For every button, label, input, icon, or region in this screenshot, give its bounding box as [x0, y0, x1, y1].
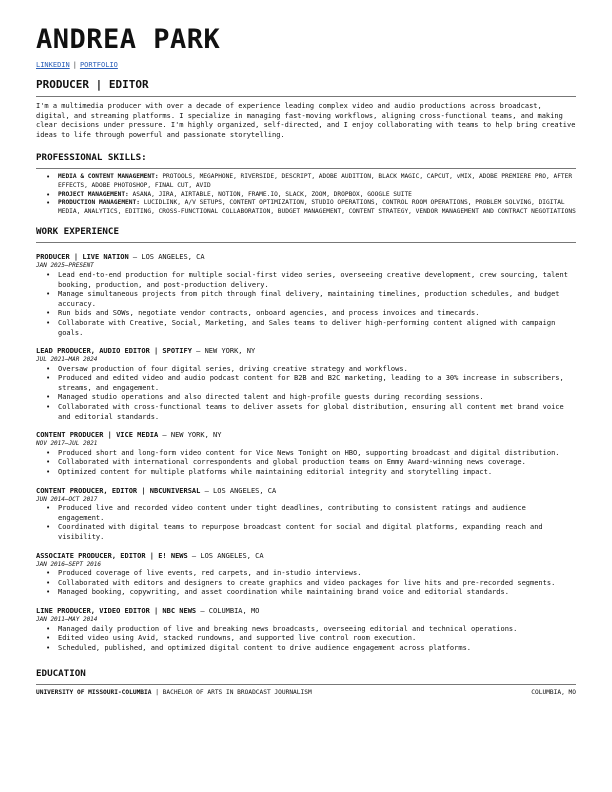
job-bullet: • Produced live and recorded video content under tight deadlines, contributing to consistent ratings and audience engagement.: [36, 504, 576, 523]
job-location: — LOS ANGELES, CA: [187, 551, 264, 560]
job-dates: JUN 2014–OCT 2017: [36, 495, 98, 503]
job-bullet: • Managed studio operations and also directed talent and high-profile guests during recording sessions.: [36, 393, 576, 403]
job-entry: [36, 552, 576, 598]
skill-label: PROJECT MANAGEMENT:: [58, 190, 129, 198]
job-bullets: [36, 271, 576, 338]
job-location: — COLUMBIA, MO: [196, 606, 260, 615]
contact-links: [36, 61, 576, 70]
job-dates: JAN 2016–SEPT 2016: [36, 560, 102, 568]
skill-text: PROTOOLS, MEGAPHONE, RIVERSIDE, DESCRIPT, ADOBE AUDITION, BLACK MAGIC, CAPCUT, vMIX, ADOBE PREMIERE PRO, AFTER EFFECTS, ADOBE PHOTOSHOP, FINAL CUT, AVID: [58, 173, 573, 189]
portfolio-link[interactable]: PORTFOLIO: [79, 61, 118, 69]
job-role: LEAD PRODUCER, AUDIO EDITOR | SPOTIFY: [36, 347, 192, 356]
job-role: PRODUCER | LIVE NATION: [36, 253, 129, 262]
job-bullet: • Oversaw production of four digital series, driving creative strategy and workflows.: [36, 365, 576, 375]
job-dates: JAN 2025–PRESENT: [36, 262, 94, 270]
job-bullets: [36, 504, 576, 542]
job-bullets: [36, 365, 576, 423]
headline-title: PRODUCER | EDITOR: [36, 78, 149, 91]
job-bullet: • Produced short and long-form video content for Vice News Tonight on HBO, supporting broadcast and digital distribution.: [36, 449, 576, 459]
job-entry: [36, 607, 576, 653]
linkedin-link[interactable]: LINKEDIN: [36, 61, 70, 69]
job-bullet: • Managed daily production of live and breaking news broadcasts, overseeing editorial and technical operations.: [36, 625, 576, 635]
job-dates: NOV 2017–JUL 2021: [36, 440, 98, 448]
job-role: ASSOCIATE PRODUCER, EDITOR | E! NEWS: [36, 551, 188, 560]
job-bullet: • Manage simultaneous projects from pitch through final delivery, maintaining timelines, production schedules, and budget accuracy.: [36, 290, 576, 309]
jobs-list: [36, 253, 576, 653]
school-name: UNIVERSITY OF MISSOURI-COLUMBIA: [36, 689, 152, 697]
job-bullet: • Produced coverage of live events, red carpets, and in-studio interviews.: [36, 569, 576, 579]
skill-text: ASANA, JIRA, AIRTABLE, NOTION, FRAME.IO, SLACK, ZOOM, DROPBOX, GOOGLE SUITE: [128, 190, 412, 198]
job-bullet: • Run bids and SOWs, negotiate vendor contracts, onboard agencies, and process invoices and timecards.: [36, 309, 576, 319]
education-row: [36, 688, 576, 697]
job-bullet: • Edited video using Avid, stacked rundowns, and supported live control room execution.: [36, 634, 576, 644]
job-bullet: • Lead end-to-end production for multiple social-first video series, overseeing creative development, crew sourcing, talent booking, production, and post-production delivery.: [36, 271, 576, 290]
experience-heading: WORK EXPERIENCE: [36, 226, 119, 238]
job-location: — NEW YORK, NY: [191, 347, 256, 356]
job-bullet: • Collaborated with cross-functional teams to deliver assets for global distribution, ensuring all content met brand voice and editorial standards.: [36, 403, 576, 422]
job-dates: JAN 2011–MAY 2014: [36, 615, 98, 623]
job-bullet: • Coordinated with digital teams to repurpose broadcast content for social and digital platforms, expanding reach and visibility.: [36, 523, 576, 542]
skill-item: [36, 173, 576, 190]
divider: [36, 168, 576, 169]
skill-label: MEDIA & CONTENT MANAGEMENT:: [58, 173, 159, 181]
job-role: LINE PRODUCER, VIDEO EDITOR | NBC NEWS: [36, 606, 197, 615]
resume-page: [36, 24, 576, 697]
job-entry: [36, 487, 576, 543]
job-role: CONTENT PRODUCER | VICE MEDIA: [36, 431, 159, 440]
link-separator: |: [72, 61, 77, 69]
job-header: [36, 607, 576, 616]
skills-heading: PROFESSIONAL SKILLS:: [36, 152, 147, 164]
job-entry: [36, 347, 576, 422]
job-entry: [36, 431, 576, 477]
job-bullets: [36, 569, 576, 598]
education-location: COLUMBIA, MO: [531, 689, 576, 697]
skill-label: PRODUCTION MANAGEMENT:: [58, 199, 140, 207]
divider: [36, 684, 576, 685]
degree-name: | BACHELOR OF ARTS IN BROADCAST JOURNALISM: [151, 689, 312, 697]
job-entry: [36, 253, 576, 338]
divider: [36, 242, 576, 243]
skills-list: [36, 173, 576, 216]
education-heading: EDUCATION: [36, 668, 86, 680]
job-bullet: • Managed booking, copywriting, and asset coordination while maintaining brand voice and editorial standards.: [36, 588, 576, 598]
job-bullet: • Collaborated with international correspondents and global production teams on Emmy Award-winning news coverage.: [36, 458, 576, 468]
job-bullet: • Scheduled, published, and optimized digital content to drive audience engagement across platforms.: [36, 644, 576, 654]
summary-paragraph: I'm a multimedia producer with over a decade of experience leading complex video and audio productions across broadcast, digital, and streaming platforms. I specialize in managing fast-moving workflows, aligning cross-functional teams, and making clear decisions under pressure. I'm highly organized, self-directed, and I enjoy collaborating with teams to help bring creative ideas to life through powerful and passionate storytelling.: [36, 102, 576, 139]
education-entry: [36, 688, 312, 697]
job-location: — LOS ANGELES, CA: [128, 253, 205, 262]
job-bullet: • Collaborated with editors and designers to create graphics and video packages for live hits and pre-recorded segments.: [36, 579, 576, 589]
job-bullets: [36, 625, 576, 654]
job-location: — NEW YORK, NY: [158, 431, 222, 440]
job-bullet: • Optimized content for multiple platforms while maintaining editorial integrity and storytelling impact.: [36, 468, 576, 478]
skill-text: LUCIDLINK, A/V SETUPS, CONTENT OPTIMIZATION, STUDIO OPERATIONS, CONTROL ROOM OPERATIONS, PROBLEM SOLVING, DIGITAL MEDIA, ANALYTICS, EDITING, CROSS-FUNCTIONAL COLLABORATION, BUDGET MANAGEMENT, CONTENT STRATEGY, VENDOR MANAGEMENT AND CONTRACT NEGOTIATIONS: [58, 199, 576, 215]
skill-item: [36, 199, 576, 216]
job-header: [36, 431, 576, 440]
candidate-name: ANDREA PARK: [36, 24, 221, 55]
job-dates: JUL 2021–MAR 2024: [36, 356, 98, 364]
job-header: [36, 253, 576, 262]
job-bullets: [36, 449, 576, 478]
job-header: [36, 487, 576, 496]
job-header: [36, 552, 576, 561]
divider: [36, 96, 576, 97]
job-role: CONTENT PRODUCER, EDITOR | NBCUNIVERSAL: [36, 486, 201, 495]
job-header: [36, 347, 576, 356]
skill-item: [36, 191, 576, 200]
job-bullet: • Produced and edited video and audio podcast content for B2B and B2C marketing, leading to a 30% increase in subscribers, streams, and engagement.: [36, 374, 576, 393]
job-location: — LOS ANGELES, CA: [200, 486, 277, 495]
job-bullet: • Collaborate with Creative, Social, Marketing, and Sales teams to deliver high-performing content aligned with campaign goals.: [36, 319, 576, 338]
